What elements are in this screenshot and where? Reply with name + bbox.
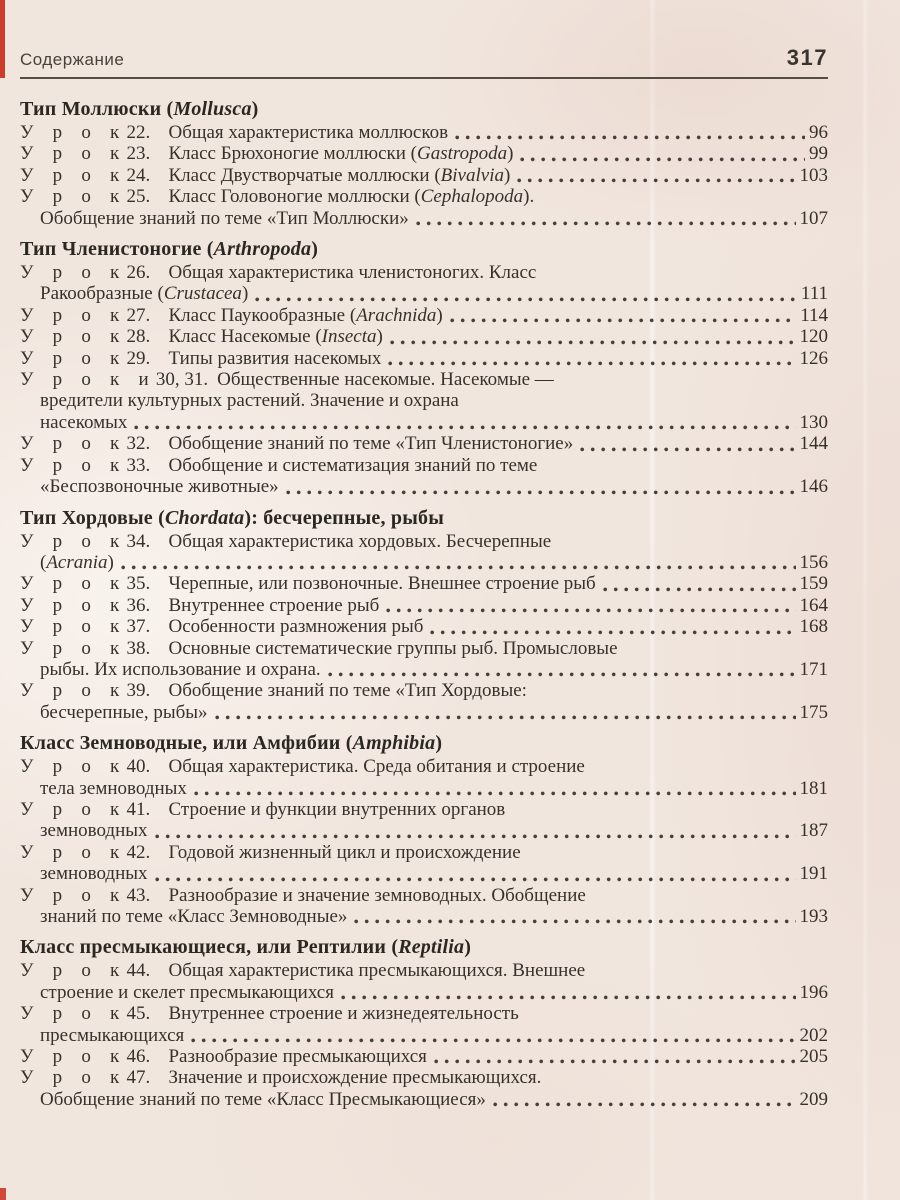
lesson-label: У р о к [20,960,127,982]
toc-entry [20,143,828,164]
lesson-label: У р о к [20,164,127,186]
header-rule [20,77,828,79]
lesson-label: У р о к [20,304,127,326]
entry-page-number: 209 [799,1088,828,1110]
entry-page-number: 202 [799,1024,828,1046]
toc-entry-line [20,906,828,927]
entry-page-number: 191 [799,863,828,885]
toc-entry-line [20,552,828,573]
lesson-number: 37. [126,616,151,638]
toc-entry-line [20,1025,828,1046]
toc-entry-line [20,778,828,799]
entry-text: бесчерепные, рыбы» [40,701,208,723]
lesson-number: 46. [126,1046,151,1068]
toc-entry [20,369,828,433]
lesson-label: У р о к [20,186,127,208]
lesson-number: 42. [126,841,151,863]
toc-entry-line [20,262,828,283]
lesson-number: 40. [126,756,151,778]
dot-leader [155,877,796,882]
toc-entry-line [20,799,828,820]
toc-entry [20,638,828,681]
lesson-label: У р о к [20,262,127,284]
section-heading: Тип Членистоногие (Arthropoda) [20,238,319,261]
toc-entry-line [20,186,828,207]
entry-text: Класс Паукообразные (Arachnida) [168,304,443,326]
toc-section [20,507,828,724]
entry-text: Строение и функции внутренних органов [168,798,506,820]
lesson-number: 23. [126,143,151,165]
dot-leader [286,490,796,495]
entry-text: Класс Двустворчатые моллюски (Bivalvia) [168,164,511,186]
lesson-label: У р о к [20,841,127,863]
entry-text: Ракообразные (Crustacea) [40,283,249,305]
entry-text: Общая характеристика. Среда обитания и строение [168,756,585,778]
entry-page-number: 193 [799,906,828,927]
lesson-number: 41. [126,798,151,820]
entry-text: Общая характеристика моллюсков [168,122,449,143]
toc-entry-line [20,595,828,616]
dot-leader [430,630,795,635]
toc-entry-line [20,390,828,411]
entry-text: (Acrania) [40,551,114,573]
lesson-label: У р о к [20,573,127,595]
lesson-label: У р о к и [20,369,156,391]
toc-entry-line [20,1046,828,1067]
toc-entry [20,1067,828,1110]
toc-entry [20,165,828,186]
entry-text: земноводных [40,820,148,842]
entry-page-number: 111 [800,283,828,305]
lesson-number: 35. [126,573,151,595]
entry-page-number: 107 [799,207,828,229]
entry-page-number: 181 [799,777,828,799]
entry-text: рыбы. Их использование и охрана. [40,658,321,680]
running-title: Содержание [20,50,125,69]
toc-entry [20,455,828,498]
toc-entry-line [20,960,828,981]
dot-leader [455,135,805,140]
entry-page-number: 120 [799,326,828,348]
toc-entry [20,756,828,799]
dot-leader [215,715,796,720]
toc-entry [20,573,828,594]
entry-text: насекомых [40,411,128,433]
entry-text: Внутреннее строение рыб [168,594,380,616]
toc-entry-line [20,1089,828,1110]
lesson-number: 44. [126,960,151,982]
entry-page-number: 126 [799,347,828,369]
toc-entry-line [20,1003,828,1024]
entry-text: Разнообразие пресмыкающихся [168,1046,427,1068]
lesson-number: 39. [126,680,151,702]
dot-leader [191,1038,795,1043]
lesson-number: 26. [126,262,151,284]
entry-text: Разнообразие и значение земноводных. Обобщение [168,884,586,906]
lesson-label: У р о к [20,347,127,369]
lesson-label: У р о к [20,680,127,702]
toc-entry-line [20,659,828,680]
lesson-number: 45. [126,1003,151,1025]
lesson-number: 47. [126,1067,151,1089]
entry-page-number: 175 [799,701,828,723]
toc-section [20,936,828,1110]
dot-leader [520,157,805,162]
entry-page-number: 205 [799,1046,828,1068]
section-heading: Тип Хордовые (Chordata): бесчерепные, рыбы [20,506,445,529]
entry-text: Общественные насекомые. Насекомые — [217,369,554,391]
toc-entry-line [20,616,828,637]
dot-leader [450,318,796,323]
toc-entry-line [20,326,828,347]
entry-text: Внутреннее строение и жизнедеятельность [168,1003,519,1025]
entry-text: Общая характеристика членистоногих. Класс [168,262,537,284]
entry-text: вредители культурных растений. Значение и охрана [40,390,459,412]
lesson-label: У р о к [20,1067,127,1089]
toc-entry-line [20,842,828,863]
entry-text: Обобщение знаний по теме «Тип Хордовые: [168,680,527,702]
section-heading: Класс Земноводные, или Амфибии (Amphibia) [20,732,443,755]
entry-text: «Беспозвоночные животные» [40,476,279,498]
dot-leader [390,340,796,345]
dot-leader [416,221,796,226]
toc-entry-line [20,756,828,777]
toc-entry-line [20,680,828,701]
toc-entry-line [20,143,828,164]
entry-text: пресмыкающихся [40,1024,185,1046]
entry-text: Особенности размножения рыб [168,616,424,638]
dot-leader [493,1102,796,1107]
dot-leader [386,608,795,613]
lesson-label: У р о к [20,326,127,348]
toc-section [20,98,828,229]
dot-leader [434,1059,796,1064]
toc-entry-line [20,348,828,369]
toc-entry-line [20,412,828,433]
toc-entry [20,885,828,928]
dot-leader [580,447,795,452]
lesson-number: 27. [126,304,151,326]
lesson-number: 33. [126,454,151,476]
toc-entry-line [20,455,828,476]
entry-page-number: 159 [799,573,828,595]
lesson-label: У р о к [20,530,127,552]
toc-entry [20,595,828,616]
entry-page-number: 130 [799,411,828,433]
entry-text: Типы развития насекомых [168,347,382,369]
toc-entry-line [20,433,828,454]
dot-leader [388,361,795,366]
entry-text: Значение и происхождение пресмыкающихся. [168,1067,542,1089]
entry-page-number: 171 [799,658,828,680]
dot-leader [341,995,796,1000]
page-number: 317 [786,45,828,70]
toc-entry-line [20,122,828,143]
toc-entry-line [20,283,828,304]
entry-page-number: 96 [809,122,828,143]
toc-entry [20,1003,828,1046]
entry-page-number: 187 [799,820,828,842]
toc-entry [20,842,828,885]
lesson-number: 24. [126,164,151,186]
lesson-label: У р о к [20,884,127,906]
entry-page-number: 168 [799,616,828,638]
page-header [20,0,828,71]
lesson-number: 36. [126,594,151,616]
lesson-number: 29. [126,347,151,369]
toc-entry [20,960,828,1003]
toc-entry-line [20,638,828,659]
toc-entry-line [20,1067,828,1088]
entry-page-number: 196 [799,981,828,1003]
entry-text: Обобщение знаний по теме «Класс Пресмыкающиеся» [40,1088,486,1110]
toc-entry [20,348,828,369]
lesson-label: У р о к [20,1046,127,1068]
entry-page-number: 164 [799,594,828,616]
entry-text: Основные систематические группы рыб. Промысловые [168,637,618,659]
toc-entry [20,680,828,723]
entry-text: Класс Головоногие моллюски (Cephalopoda). [168,186,535,208]
entry-text: тела земноводных [40,777,187,799]
entry-text: строение и скелет пресмыкающихся [40,981,334,1003]
dot-leader [194,791,796,796]
lesson-number: 22. [126,122,151,143]
toc-section [20,732,828,927]
scan-red-corner [0,1188,6,1200]
toc-entry-line [20,702,828,723]
toc-entry [20,326,828,347]
toc-entry-line [20,885,828,906]
lesson-label: У р о к [20,637,127,659]
entry-text: Обобщение и систематизация знаний по теме [168,454,538,476]
entry-text: знаний по теме «Класс Земноводные» [40,906,348,927]
section-heading: Класс пресмыкающиеся, или Рептилии (Reptilia) [20,936,472,959]
toc-entry [20,122,828,143]
entry-text: Черепные, или позвоночные. Внешнее строение рыб [168,573,596,595]
toc-entry [20,433,828,454]
entry-text: Общая характеристика хордовых. Бесчерепные [168,530,552,552]
lesson-label: У р о к [20,143,127,165]
lesson-label: У р о к [20,616,127,638]
toc-entry-line [20,369,828,390]
toc-entry [20,1046,828,1067]
entry-text: Годовой жизненный цикл и происхождение [168,841,521,863]
entry-page-number: 156 [799,551,828,573]
dot-leader [517,178,795,183]
entry-text: Класс Брюхоногие моллюски (Gastropoda) [168,143,514,165]
lesson-label: У р о к [20,756,127,778]
toc-entry-line [20,531,828,552]
toc-section [20,238,828,497]
lesson-number: 34. [126,530,151,552]
toc-entry [20,262,828,305]
entry-page-number: 114 [800,304,828,326]
toc-entry-line [20,165,828,186]
toc-entry-line [20,476,828,497]
table-of-contents [20,98,828,1110]
toc-entry-line [20,982,828,1003]
lesson-label: У р о к [20,433,127,455]
lesson-label: У р о к [20,122,127,143]
toc-entry-line [20,208,828,229]
toc-entry-line [20,305,828,326]
dot-leader [134,425,795,430]
lesson-label: У р о к [20,454,127,476]
toc-entry [20,531,828,574]
lesson-label: У р о к [20,594,127,616]
entry-text: земноводных [40,863,148,885]
lesson-label: У р о к [20,798,127,820]
scan-red-edge [0,0,5,78]
lesson-number: 43. [126,884,151,906]
entry-text: Обобщение знаний по теме «Тип Членистоногие» [168,433,574,455]
toc-entry-line [20,573,828,594]
lesson-number: 38. [126,637,151,659]
lesson-label: У р о к [20,1003,127,1025]
lesson-number: 30, 31. [155,369,209,391]
dot-leader [121,565,796,570]
toc-entry [20,186,828,229]
entry-text: Общая характеристика пресмыкающихся. Внешнее [168,960,586,982]
toc-entry [20,305,828,326]
dot-leader [603,587,796,592]
lesson-number: 25. [126,186,151,208]
toc-entry-line [20,863,828,884]
entry-page-number: 146 [799,476,828,498]
dot-leader [155,834,796,839]
entry-page-number: 103 [799,164,828,186]
lesson-number: 32. [126,433,151,455]
toc-entry [20,799,828,842]
dot-leader [328,672,796,677]
dot-leader [255,297,797,302]
entry-page-number: 99 [809,143,828,165]
entry-page-number: 144 [799,433,828,455]
section-heading: Тип Моллюски (Mollusca) [20,98,259,120]
entry-text: Обобщение знаний по теме «Тип Моллюски» [40,207,409,229]
lesson-number: 28. [126,326,151,348]
dot-leader [354,919,795,924]
toc-entry [20,616,828,637]
toc-entry-line [20,820,828,841]
entry-text: Класс Насекомые (Insecta) [168,326,383,348]
